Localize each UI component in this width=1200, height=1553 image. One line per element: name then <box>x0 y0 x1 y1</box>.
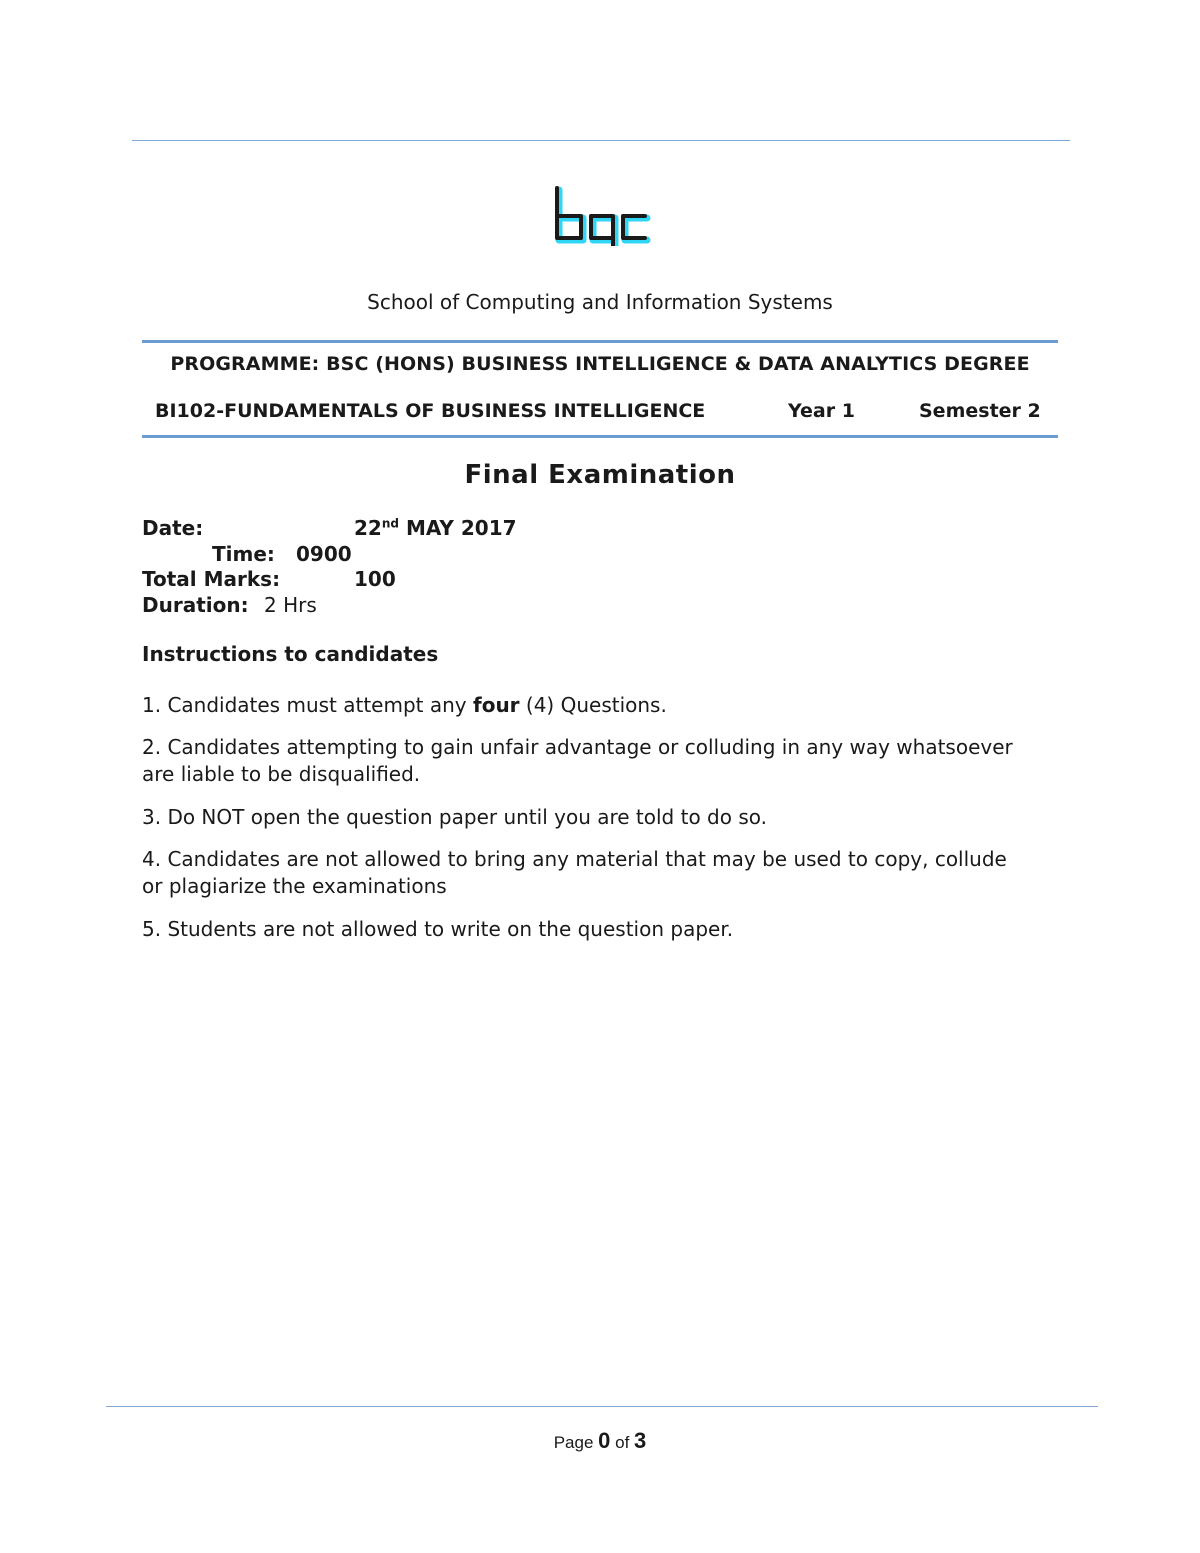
instruction-item: 4. Candidates are not allowed to bring any material that may be used to copy, collude or plagiarize the examinations <box>142 847 1007 898</box>
instruction-item: 5. Students are not allowed to write on the question paper. <box>142 917 734 941</box>
footer-rule <box>106 1406 1098 1407</box>
course-code: BI102-FUNDAMENTALS OF BUSINESS INTELLIGENCE <box>155 400 706 422</box>
date-label: Date: <box>142 516 204 540</box>
top-rule <box>132 140 1070 141</box>
instruction-item: 3. Do NOT open the question paper until you are told to do so. <box>142 805 767 829</box>
course-year: Year 1 <box>788 400 855 422</box>
marks-value: 100 <box>354 567 396 591</box>
instructions-heading: Instructions to candidates <box>142 642 439 666</box>
header-rule-bottom <box>142 435 1058 438</box>
page-number: Page 0 of 3 <box>553 1428 647 1453</box>
instruction-item: 1. Candidates must attempt any four (4) Questions. <box>142 693 667 717</box>
marks-label: Total Marks: <box>142 567 281 591</box>
time-value: 0900 <box>296 542 352 566</box>
instruction-item: 2. Candidates attempting to gain unfair advantage or colluding in any way whatsoever are liable to be disqualified. <box>142 735 1013 786</box>
duration-value: 2 Hrs <box>264 593 317 617</box>
date-value: 22nd MAY 2017 <box>354 516 517 540</box>
duration-label: Duration: <box>142 593 249 617</box>
exam-title: Final Examination <box>464 460 736 490</box>
school-name: School of Computing and Information Systems <box>367 290 833 314</box>
time-label: Time: <box>212 542 275 566</box>
course-semester: Semester 2 <box>919 400 1041 422</box>
bqc-logo <box>551 184 651 246</box>
programme-title: PROGRAMME: BSC (HONS) BUSINESS INTELLIGENCE & DATA ANALYTICS DEGREE <box>170 353 1030 375</box>
header-rule-top <box>142 340 1058 343</box>
